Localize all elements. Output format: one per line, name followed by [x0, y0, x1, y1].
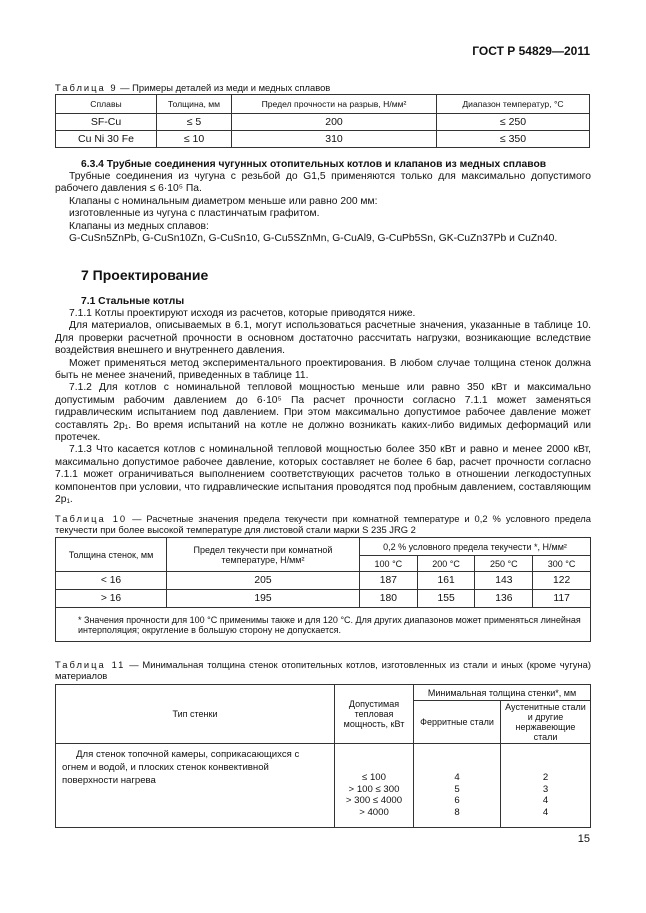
table10-label: Таблица 10	[55, 513, 128, 524]
table9-caption-text: — Примеры деталей из меди и медных сплавов	[117, 82, 331, 93]
austenitic-value: 4	[542, 795, 549, 806]
table10	[55, 537, 591, 642]
austenitic-value: 2	[542, 772, 549, 783]
ferritic-value: 6	[454, 795, 460, 806]
table-cell: 143	[475, 572, 533, 590]
table10-footnote: * Значения прочности для 100 °С применимы также и для 120 °С. Для других диапазонов может применяться линейная интерполяция; округление в большую сторону не допускается.	[56, 608, 591, 642]
table9-header: Сплавы	[56, 95, 157, 114]
paragraph: Трубные соединения из чугуна с резьбой до G1,5 применяются только для максимально допустимого рабочего давления ≤ 6·10⁵ Па.	[55, 171, 591, 195]
subsection-heading-71: 7.1 Стальные котлы	[81, 296, 185, 307]
table-cell: 200	[232, 114, 437, 131]
table-cell: 122	[533, 572, 591, 590]
table-cell: Cu Ni 30 Fe	[56, 131, 157, 148]
table9-header: Предел прочности на разрыв, Н/мм²	[232, 95, 437, 114]
paragraph: Для материалов, описываемых в 6.1, могут использоваться расчетные значения, указанные в таблице 10. Для проверки расчетной прочности в основном достаточно рассчитать нагрузки, возникающие вследствие воздействия внешнего и внутреннего давления.	[55, 320, 591, 357]
table-cell: ≤ 250	[437, 114, 590, 131]
power-value: > 4000	[359, 806, 389, 818]
table9-header: Толщина, мм	[157, 95, 232, 114]
table-cell: ≤ 350	[437, 131, 590, 148]
table9-caption	[55, 82, 330, 93]
paragraph: 7.1.1 Котлы проектируют исходя из расчетов, которые приводятся ниже.	[69, 308, 416, 319]
table11-header: Аустенитные стали и другие нержавеющие стали	[501, 701, 591, 744]
table-cell	[414, 744, 501, 828]
document-header: ГОСТ Р 54829—2011	[472, 44, 590, 58]
power-value: > 100 ≤ 300	[348, 783, 400, 795]
table-row	[56, 572, 591, 590]
paragraph: Может применяться метод экспериментального проектирования. В любом случае толщина стенок должна быть не менее значений, приведенных в таблице 11.	[55, 357, 591, 382]
table-cell	[335, 744, 414, 828]
page-number: 15	[577, 833, 590, 845]
ferritic-value: 5	[454, 783, 460, 795]
power-value: ≤ 100	[362, 772, 386, 783]
table-cell: 205	[167, 572, 360, 590]
paragraph: 7.1.3 Что касается котлов с номинальной тепловой мощностью более 350 кВт и равно и менее 2000 кВт, максимально допустимое рабочее давление, которых составляет не более 6 бар, расчет прочности согласно 7.1.1 может ограничиваться выполнением соответствующих расчетов только в отношении легкодоступных компонентов при условии, что гидравлические испытания проводятся под пробным давлением, составляющим 2p₁.	[55, 444, 591, 506]
table-cell: > 16	[56, 590, 167, 608]
section-heading-7: 7 Проектирование	[81, 267, 209, 283]
table-cell: 187	[360, 572, 418, 590]
power-value: > 300 ≤ 4000	[345, 795, 403, 806]
table11-header: Минимальная толщина стенки*, мм	[414, 685, 591, 701]
table11-caption-text: — Минимальная толщина стенок отопительных котлов, изготовленных из стали и иных (кроме чугуна) материалов	[55, 659, 591, 681]
table-cell: 136	[475, 590, 533, 608]
paragraph: Клапаны с номинальным диаметром меньше или равно 200 мм:	[69, 195, 378, 207]
table9-label: Таблица 9	[55, 82, 118, 93]
table-cell: 180	[360, 590, 418, 608]
table-cell: 161	[417, 572, 475, 590]
ferritic-value: 8	[454, 806, 460, 818]
s634-block	[81, 159, 591, 171]
table11-caption	[55, 659, 591, 681]
table11-header: Ферритные стали	[414, 701, 501, 744]
ferritic-value: 4	[454, 772, 460, 783]
table10-temp-header: 300 °С	[533, 556, 591, 572]
table-cell: ≤ 5	[157, 114, 232, 131]
table9	[55, 94, 590, 148]
table-cell: Для стенок топочной камеры, соприкасающихся с огнем и водой, и плоских стенок конвективной поверхности нагрева	[56, 744, 335, 828]
table10-caption	[55, 513, 591, 535]
table-cell: 195	[167, 590, 360, 608]
table11-header: Тип стенки	[56, 685, 335, 744]
table-cell: 117	[533, 590, 591, 608]
paragraph: G-CuSn5ZnPb, G-CuSn10Zn, G-CuSn10, G-Cu5SZnMn, G-CuAl9, G-CuPb5Sn, GK-CuZn37Pb и CuZn40.	[69, 233, 558, 245]
table11-header: Допустимая тепловая мощность, кВт	[335, 685, 414, 744]
table-cell: < 16	[56, 572, 167, 590]
table-cell: ≤ 10	[157, 131, 232, 148]
table-cell	[501, 744, 591, 828]
table10-header: Предел текучести при комнатной температуре, Н/мм²	[167, 538, 360, 572]
table11	[55, 684, 591, 828]
table10-header: Толщина стенок, мм	[56, 538, 167, 572]
table-cell: 310	[232, 131, 437, 148]
table10-caption-text: — Расчетные значения предела текучести при комнатной температуре и 0,2 % условного предела текучести при более высокой температуре для листовой стали марки S 235 JRG 2	[55, 513, 591, 535]
table-row	[56, 744, 591, 828]
table10-header: 0,2 % условного предела текучести *, Н/мм²	[360, 538, 591, 556]
table10-temp-header: 100 °С	[360, 556, 418, 572]
table11-label: Таблица 11	[55, 659, 126, 670]
paragraph: Клапаны из медных сплавов:	[69, 220, 209, 232]
table-cell: SF-Cu	[56, 114, 157, 131]
table10-temp-header: 200 °С	[417, 556, 475, 572]
paragraph: 7.1.2 Для котлов с номинальной тепловой мощностью меньше или равно 350 кВт и максимально допустимым рабочим давлением до 6·10⁵ Па расчет прочности согласно 7.1.1 может заменяться гидравлическим испытанием под давлением. При этом максимально допустимое рабочее давление может составлять 2p₁. Во время испытаний на котле не должно возникать каких-либо видимых деформаций или протечек.	[55, 382, 591, 444]
table-row	[56, 590, 591, 608]
austenitic-value: 3	[542, 783, 549, 795]
table-row	[56, 114, 590, 131]
s634-text	[55, 171, 591, 245]
table10-temp-header: 250 °С	[475, 556, 533, 572]
s7-text	[55, 308, 591, 507]
austenitic-value: 4	[542, 806, 549, 818]
section-heading-634: 6.3.4 Трубные соединения чугунных отопительных котлов и клапанов из медных сплавов	[81, 159, 547, 170]
table-cell: 155	[417, 590, 475, 608]
table9-header: Диапазон температур, °С	[437, 95, 590, 114]
table-row	[56, 131, 590, 148]
paragraph: изготовленные из чугуна с пластинчатым графитом.	[69, 208, 320, 220]
